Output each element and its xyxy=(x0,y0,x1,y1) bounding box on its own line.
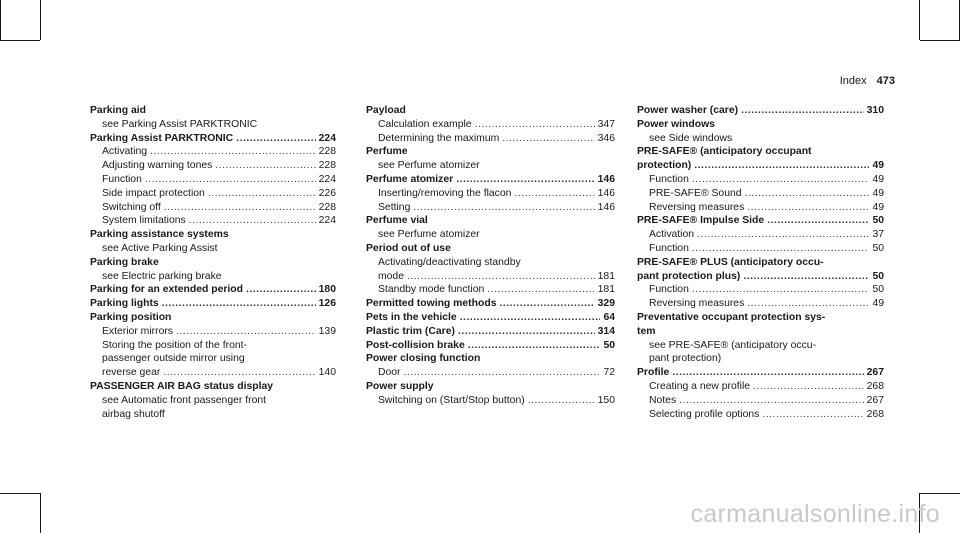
index-subentry[interactable] xyxy=(90,159,336,173)
index-subentry[interactable] xyxy=(90,145,336,159)
index-term[interactable] xyxy=(366,297,615,311)
entry-label: see PRE-SAFE® (anticipatory occu- xyxy=(649,339,817,351)
entry-label: Parking position xyxy=(90,311,172,323)
entry-label: PASSENGER AIR BAG status display xyxy=(90,380,274,392)
index-term xyxy=(366,214,615,228)
index-subentry[interactable] xyxy=(637,408,884,422)
entry-label: mode xyxy=(378,270,404,282)
dot-leader xyxy=(528,394,595,408)
dot-leader xyxy=(456,173,594,187)
dot-leader xyxy=(743,270,869,284)
page-reference[interactable]: 50 xyxy=(603,339,615,351)
index-subentry xyxy=(637,352,884,366)
section-title: Index xyxy=(839,75,867,87)
dot-leader xyxy=(208,187,316,201)
entry-label: Preventative occupant protection sys- xyxy=(637,311,826,323)
entry-label: Perfume vial xyxy=(366,215,428,227)
entry-label: Inserting/removing the flacon xyxy=(378,187,512,199)
page-reference[interactable]: 267 xyxy=(866,394,884,406)
entry-label: Function xyxy=(649,242,689,254)
crop-mark-bl-v xyxy=(40,493,41,533)
crop-mark-br-h xyxy=(920,493,960,494)
dot-leader xyxy=(215,159,315,173)
entry-label: System limitations xyxy=(102,215,186,227)
dot-leader xyxy=(145,173,316,187)
entry-label: Reversing measures xyxy=(649,201,745,213)
dot-leader xyxy=(762,408,863,422)
entry-label: Notes xyxy=(649,394,677,406)
entry-label: Post-collision brake xyxy=(366,339,465,351)
dot-leader xyxy=(150,145,316,159)
entry-label: Setting xyxy=(378,201,411,213)
entry-label: Parking aid xyxy=(90,105,147,116)
dot-leader xyxy=(692,173,870,187)
dot-leader xyxy=(413,201,594,215)
page-reference[interactable]: 50 xyxy=(872,270,884,282)
index-subentry xyxy=(366,228,615,242)
page-reference[interactable]: 224 xyxy=(318,132,336,144)
entry-label: protection) xyxy=(637,160,692,172)
watermark: carmanualsonline.info xyxy=(690,500,940,528)
index-subentry[interactable] xyxy=(637,228,884,242)
index-column-1 xyxy=(90,104,336,421)
index-term xyxy=(366,104,615,118)
entry-label: PRE-SAFE® Sound xyxy=(649,187,742,199)
index-subentry xyxy=(90,408,336,422)
index-subentry xyxy=(90,242,336,256)
page-reference[interactable]: 268 xyxy=(866,380,884,392)
entry-label: Determining the maximum xyxy=(378,132,500,144)
index-term[interactable] xyxy=(637,270,884,284)
page-reference[interactable]: 228 xyxy=(318,146,336,158)
index-subentry[interactable] xyxy=(90,173,336,187)
dot-leader xyxy=(458,325,595,339)
index-subentry[interactable] xyxy=(637,173,884,187)
page-reference[interactable]: 268 xyxy=(866,408,884,420)
index-subentry[interactable] xyxy=(637,380,884,394)
entry-label: pant protection plus) xyxy=(637,270,741,282)
index-term xyxy=(637,325,884,339)
entry-label: PRE-SAFE® PLUS (anticipatory occu- xyxy=(637,256,824,268)
entry-label: Activation xyxy=(649,229,695,241)
dot-leader xyxy=(246,283,316,297)
dot-leader xyxy=(697,228,869,242)
entry-label: Parking brake xyxy=(90,256,159,268)
page-header xyxy=(840,75,895,87)
index-term xyxy=(90,104,336,118)
index-subentry xyxy=(637,339,884,353)
dot-leader xyxy=(672,366,863,380)
page-reference[interactable]: 50 xyxy=(872,284,884,296)
page-reference[interactable]: 146 xyxy=(597,187,615,199)
index-subentry xyxy=(90,339,336,353)
index-term xyxy=(366,380,615,394)
entry-label: pant protection) xyxy=(649,353,722,365)
index-subentry[interactable] xyxy=(637,297,884,311)
entry-label: Parking assistance systems xyxy=(90,229,229,241)
crop-mark-tl-v xyxy=(40,0,41,40)
entry-label: Parking lights xyxy=(90,298,159,310)
index-term xyxy=(366,242,615,256)
page-reference[interactable]: 346 xyxy=(597,132,615,144)
index-term[interactable] xyxy=(366,339,615,353)
dot-leader xyxy=(407,270,595,284)
dot-leader xyxy=(692,283,870,297)
entry-label: Pets in the vehicle xyxy=(366,311,457,323)
page-reference[interactable]: 146 xyxy=(597,173,615,185)
entry-label: Reversing measures xyxy=(649,298,745,310)
index-subentry[interactable] xyxy=(366,187,615,201)
dot-leader xyxy=(176,325,316,339)
entry-label: see Electric parking brake xyxy=(102,270,222,282)
page-reference[interactable]: 50 xyxy=(872,215,884,227)
index-subentry[interactable] xyxy=(90,187,336,201)
page-reference[interactable]: 139 xyxy=(318,325,336,337)
entry-label: see Parking Assist PARKTRONIC xyxy=(102,118,258,130)
page-reference[interactable]: 49 xyxy=(872,187,884,199)
index-subentry[interactable] xyxy=(366,118,615,132)
index-subentry xyxy=(90,270,336,284)
entry-label: see Automatic front passenger front xyxy=(102,394,267,406)
crop-mark-bl-h xyxy=(0,493,40,494)
entry-label: Profile xyxy=(637,367,670,379)
index-term xyxy=(90,228,336,242)
index-subentry[interactable] xyxy=(637,283,884,297)
index-subentry xyxy=(637,132,884,146)
entry-label: Power windows xyxy=(637,118,715,130)
crop-mark-tr-h xyxy=(920,40,960,41)
entry-label: Selecting profile options xyxy=(649,408,760,420)
entry-label: see Side windows xyxy=(649,132,733,144)
index-subentry[interactable] xyxy=(637,201,884,215)
index-subentry[interactable] xyxy=(637,242,884,256)
index-term[interactable] xyxy=(90,283,336,297)
index-subentry xyxy=(366,159,615,173)
dot-leader xyxy=(745,187,870,201)
index-subentry[interactable] xyxy=(366,394,615,408)
crop-mark-tl-h xyxy=(0,40,40,41)
entry-label: Storing the position of the front- xyxy=(102,339,247,351)
index-term[interactable] xyxy=(90,132,336,146)
entry-label: see Perfume atomizer xyxy=(378,160,480,172)
index-term xyxy=(637,118,884,132)
entry-label: Switching off xyxy=(102,201,161,213)
page-reference[interactable]: 267 xyxy=(866,367,884,379)
index-subentry[interactable] xyxy=(637,187,884,201)
entry-label: Period out of use xyxy=(366,242,451,254)
entry-label: Function xyxy=(649,284,689,296)
entry-label: Adjusting warning tones xyxy=(102,160,213,172)
entry-label: see Active Parking Assist xyxy=(102,242,218,254)
index-term[interactable] xyxy=(637,366,884,380)
dot-leader xyxy=(767,214,869,228)
entry-label: Exterior mirrors xyxy=(102,325,174,337)
dot-leader xyxy=(404,366,601,380)
index-subentry[interactable] xyxy=(366,201,615,215)
entry-label: Power supply xyxy=(366,380,434,392)
index-term xyxy=(90,380,336,394)
dot-leader xyxy=(753,380,864,394)
page-reference[interactable]: 50 xyxy=(872,242,884,254)
page-reference[interactable]: 314 xyxy=(597,325,615,337)
entry-label: Activating/deactivating standby xyxy=(378,256,521,268)
entry-label: see Perfume atomizer xyxy=(378,229,480,241)
page-reference[interactable]: 347 xyxy=(597,118,615,130)
index-subentry xyxy=(366,256,615,270)
dot-leader xyxy=(475,118,595,132)
index-term[interactable] xyxy=(90,297,336,311)
entry-label: Perfume atomizer xyxy=(366,173,454,185)
entry-label: Payload xyxy=(366,105,406,116)
page-reference[interactable]: 226 xyxy=(318,187,336,199)
dot-leader xyxy=(692,242,870,256)
index-term[interactable] xyxy=(637,104,884,118)
dot-leader xyxy=(747,201,869,215)
index-term xyxy=(637,145,884,159)
entry-label: Permitted towing methods xyxy=(366,298,497,310)
dot-leader xyxy=(162,297,316,311)
dot-leader xyxy=(189,214,316,228)
page-reference[interactable]: 329 xyxy=(597,298,615,310)
entry-label: Switching on (Start/Stop button) xyxy=(378,394,525,406)
dot-leader xyxy=(468,339,601,353)
page-reference[interactable]: 180 xyxy=(318,284,336,296)
index-subentry[interactable] xyxy=(366,366,615,380)
page-number: 473 xyxy=(876,75,895,87)
dot-leader xyxy=(236,132,315,146)
entry-label: Activating xyxy=(102,146,148,158)
entry-label: Standby mode function xyxy=(378,284,485,296)
page-reference[interactable]: 228 xyxy=(318,201,336,213)
page-reference[interactable]: 49 xyxy=(872,160,884,172)
entry-label: Function xyxy=(649,173,689,185)
page-reference[interactable]: 64 xyxy=(603,311,615,323)
crop-mark-tl-v2 xyxy=(0,0,1,40)
entry-label: Function xyxy=(102,173,142,185)
entry-label: Plastic trim (Care) xyxy=(366,325,455,337)
index-subentry[interactable] xyxy=(90,201,336,215)
entry-label: Creating a new profile xyxy=(649,380,751,392)
dot-leader xyxy=(487,283,594,297)
index-term xyxy=(637,256,884,270)
index-subentry xyxy=(90,118,336,132)
page-reference[interactable]: 146 xyxy=(597,201,615,213)
entry-label: PRE-SAFE® Impulse Side xyxy=(637,215,765,227)
index-term[interactable] xyxy=(366,311,615,325)
index-subentry[interactable] xyxy=(637,394,884,408)
entry-label: Parking for an extended period xyxy=(90,284,244,296)
dot-leader xyxy=(694,159,869,173)
dot-leader xyxy=(499,297,594,311)
entry-label: Parking Assist PARKTRONIC xyxy=(90,132,234,144)
entry-label: reverse gear xyxy=(102,367,161,379)
entry-label: Door xyxy=(378,367,401,379)
index-column-3 xyxy=(637,104,884,421)
page-reference[interactable]: 181 xyxy=(597,284,615,296)
index-term[interactable] xyxy=(366,325,615,339)
entry-label: tem xyxy=(637,325,656,337)
dot-leader xyxy=(164,201,316,215)
page-reference[interactable]: 72 xyxy=(603,367,615,379)
index-subentry[interactable] xyxy=(90,214,336,228)
page-reference[interactable]: 49 xyxy=(872,173,884,185)
index-term xyxy=(366,145,615,159)
dot-leader xyxy=(502,132,594,146)
index-subentry[interactable] xyxy=(90,325,336,339)
page-reference[interactable]: 228 xyxy=(318,160,336,172)
entry-label: Side impact protection xyxy=(102,187,205,199)
dot-leader xyxy=(747,297,869,311)
page-reference[interactable]: 140 xyxy=(318,367,336,379)
entry-label: Power washer (care) xyxy=(637,105,739,116)
index-term[interactable] xyxy=(637,214,884,228)
index-subentry xyxy=(90,352,336,366)
index-column-2 xyxy=(366,104,615,408)
page-reference[interactable]: 49 xyxy=(872,201,884,213)
dot-leader xyxy=(679,394,864,408)
dot-leader xyxy=(741,104,864,118)
entry-label: Calculation example xyxy=(378,118,472,130)
index-term xyxy=(90,311,336,325)
dot-leader xyxy=(514,187,594,201)
entry-label: passenger outside mirror using xyxy=(102,353,245,365)
dot-leader xyxy=(163,366,315,380)
page-reference[interactable]: 49 xyxy=(872,298,884,310)
index-subentry[interactable] xyxy=(366,283,615,297)
page-reference[interactable]: 181 xyxy=(597,270,615,282)
dot-leader xyxy=(460,311,601,325)
index-subentry xyxy=(90,394,336,408)
index-term[interactable] xyxy=(637,159,884,173)
page-reference[interactable]: 224 xyxy=(318,215,336,227)
index-subentry[interactable] xyxy=(366,132,615,146)
entry-label: PRE-SAFE® (anticipatory occupant xyxy=(637,146,812,158)
page-reference[interactable]: 126 xyxy=(318,298,336,310)
page-reference[interactable]: 224 xyxy=(318,173,336,185)
entry-label: Perfume xyxy=(366,146,408,158)
index-subentry[interactable] xyxy=(90,366,336,380)
index-term xyxy=(366,352,615,366)
page-reference[interactable]: 150 xyxy=(597,394,615,406)
index-subentry[interactable] xyxy=(366,270,615,284)
entry-label: Power closing function xyxy=(366,353,481,365)
entry-label: airbag shutoff xyxy=(102,408,165,420)
page-reference[interactable]: 37 xyxy=(872,229,884,241)
page-reference[interactable]: 310 xyxy=(866,105,884,116)
index-term[interactable] xyxy=(366,173,615,187)
index-term xyxy=(637,311,884,325)
crop-mark-tr-v xyxy=(919,0,920,40)
index-term xyxy=(90,256,336,270)
